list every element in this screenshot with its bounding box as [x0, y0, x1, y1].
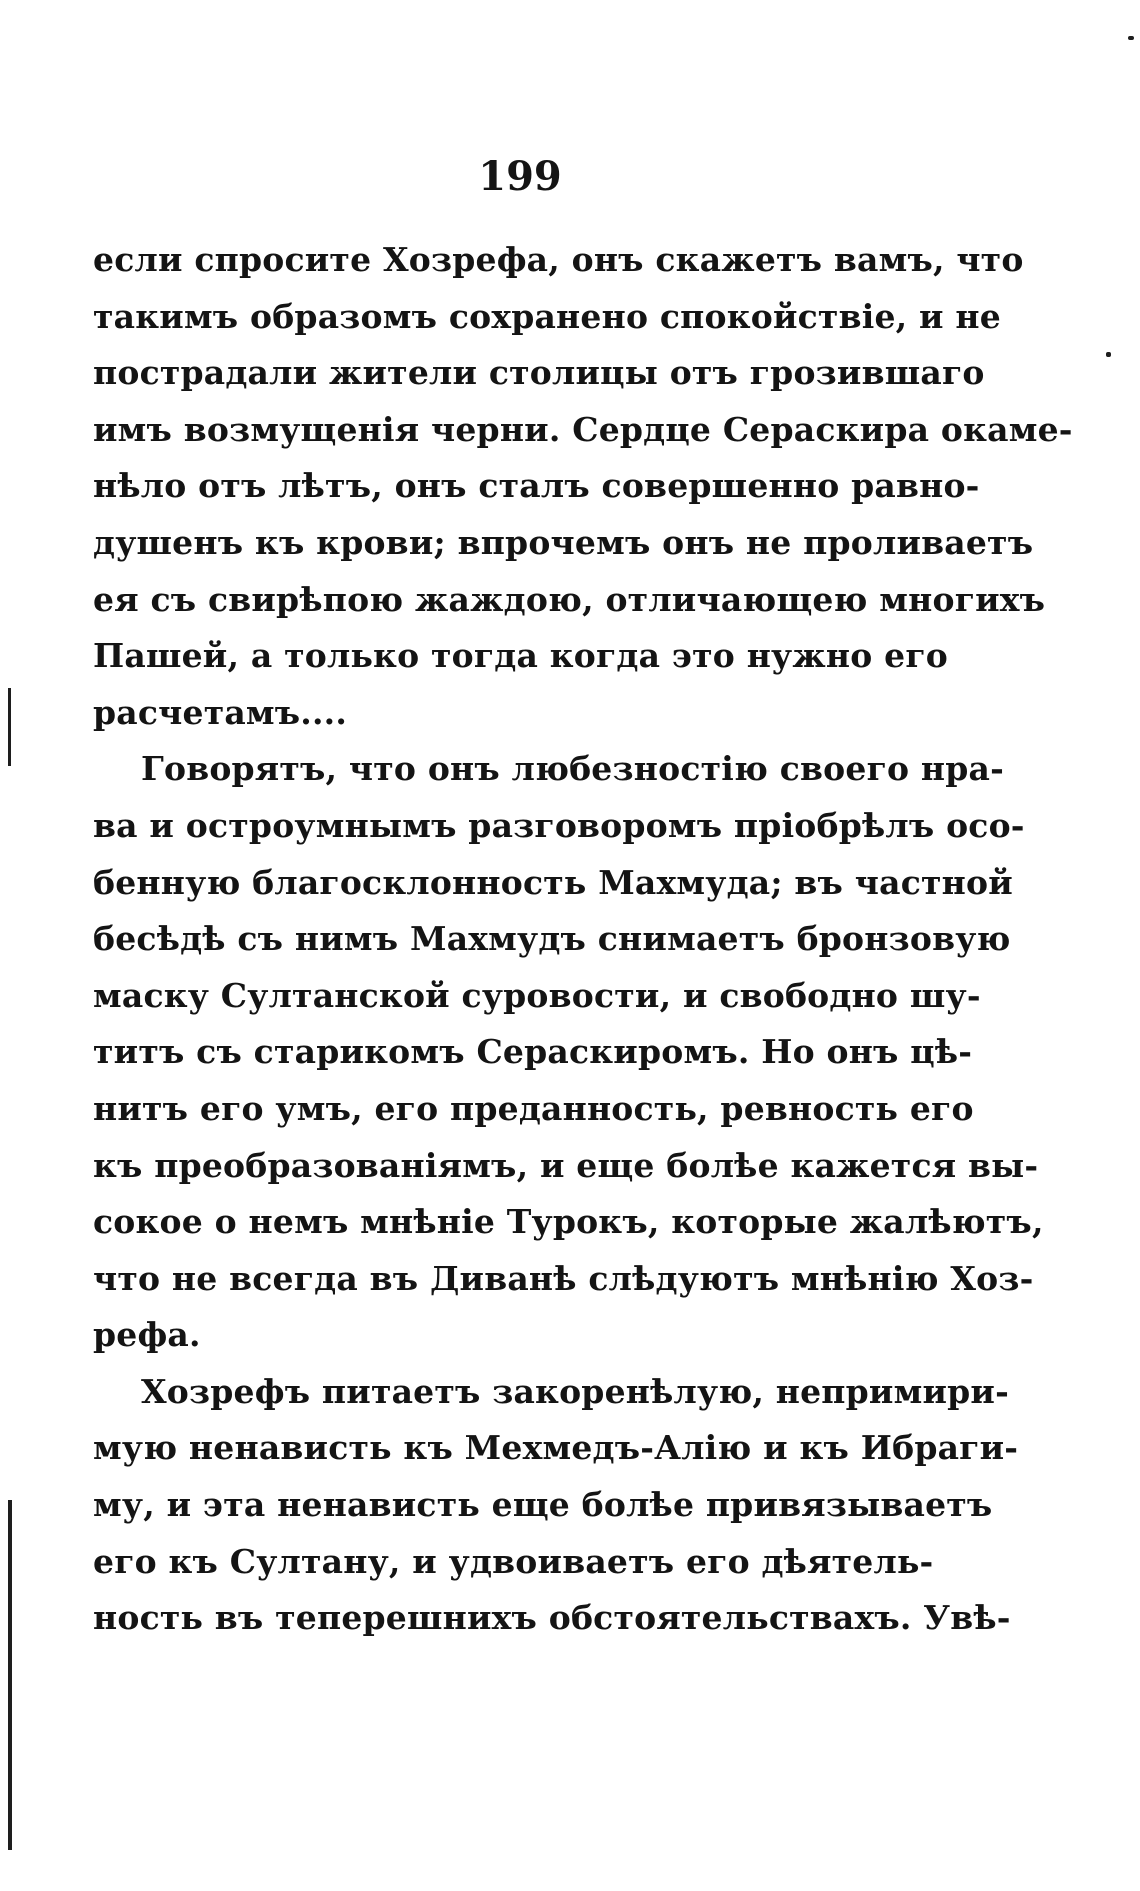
body-text: [93, 232, 1073, 1647]
text-line: маску Султанской суровости, и свободно шу-: [93, 975, 981, 1015]
page-number: 199: [478, 153, 562, 200]
text-line: нѣло отъ лѣтъ, онъ сталъ совершенно равно-: [93, 466, 980, 506]
text-line: Хозрефъ питаетъ закоренѣлую, непримири-: [141, 1371, 1009, 1411]
text-line: титъ съ старикомъ Сераскиромъ. Но онъ цѣ-: [93, 1032, 973, 1072]
text-line: расчетамъ....: [93, 692, 348, 732]
text-line: Говорятъ, что онъ любезностію своего нра-: [141, 749, 1004, 789]
text-line: ва и остроумнымъ разговоромъ пріобрѣлъ осо-: [93, 805, 1025, 845]
scan-speck: [1128, 36, 1134, 40]
text-line: мую ненависть къ Мехмедъ-Алію и къ Ибраги-: [93, 1428, 1019, 1468]
scan-edge-mark: [8, 1500, 12, 1850]
text-line: если спросите Хозрефа, онъ скажетъ вамъ, что: [93, 240, 1024, 279]
text-line: такимъ образомъ сохранено спокойствіе, и не: [93, 296, 1001, 336]
text-line: что не всегда въ Диванѣ слѣдуютъ мнѣнію Хоз-: [93, 1258, 1034, 1298]
text-line: его къ Султану, и удвоиваетъ его дѣятель-: [93, 1541, 934, 1581]
text-line: сокое о немъ мнѣніе Турокъ, которые жалѣютъ,: [93, 1202, 1044, 1242]
text-line: имъ возмущенія черни. Сердце Сераскира окаме-: [93, 409, 1073, 449]
text-line: ность въ теперешнихъ обстоятельствахъ. Увѣ-: [93, 1598, 1011, 1638]
text-line: душенъ къ крови; впрочемъ онъ не проливаетъ: [93, 522, 1034, 562]
text-line: бесѣдѣ съ нимъ Махмудъ снимаетъ бронзовую: [93, 919, 1011, 959]
text-line: пострадали жители столицы отъ грозившаго: [93, 353, 985, 393]
text-line: рефа.: [93, 1315, 201, 1355]
text-line: му, и эта ненависть еще болѣе привязываетъ: [93, 1485, 993, 1525]
scan-speck: [1106, 352, 1111, 357]
text-line: ея съ свирѣпою жаждою, отличающею многихъ: [93, 579, 1046, 619]
text-line: нитъ его умъ, его преданность, ревность его: [93, 1088, 974, 1128]
text-line: Пашей, а только тогда когда это нужно его: [93, 636, 948, 676]
scan-edge-mark: [8, 688, 11, 766]
text-line: бенную благосклонность Махмуда; въ частной: [93, 862, 1013, 902]
text-line: къ преобразованіямъ, и еще болѣе кажется вы-: [93, 1145, 1039, 1185]
